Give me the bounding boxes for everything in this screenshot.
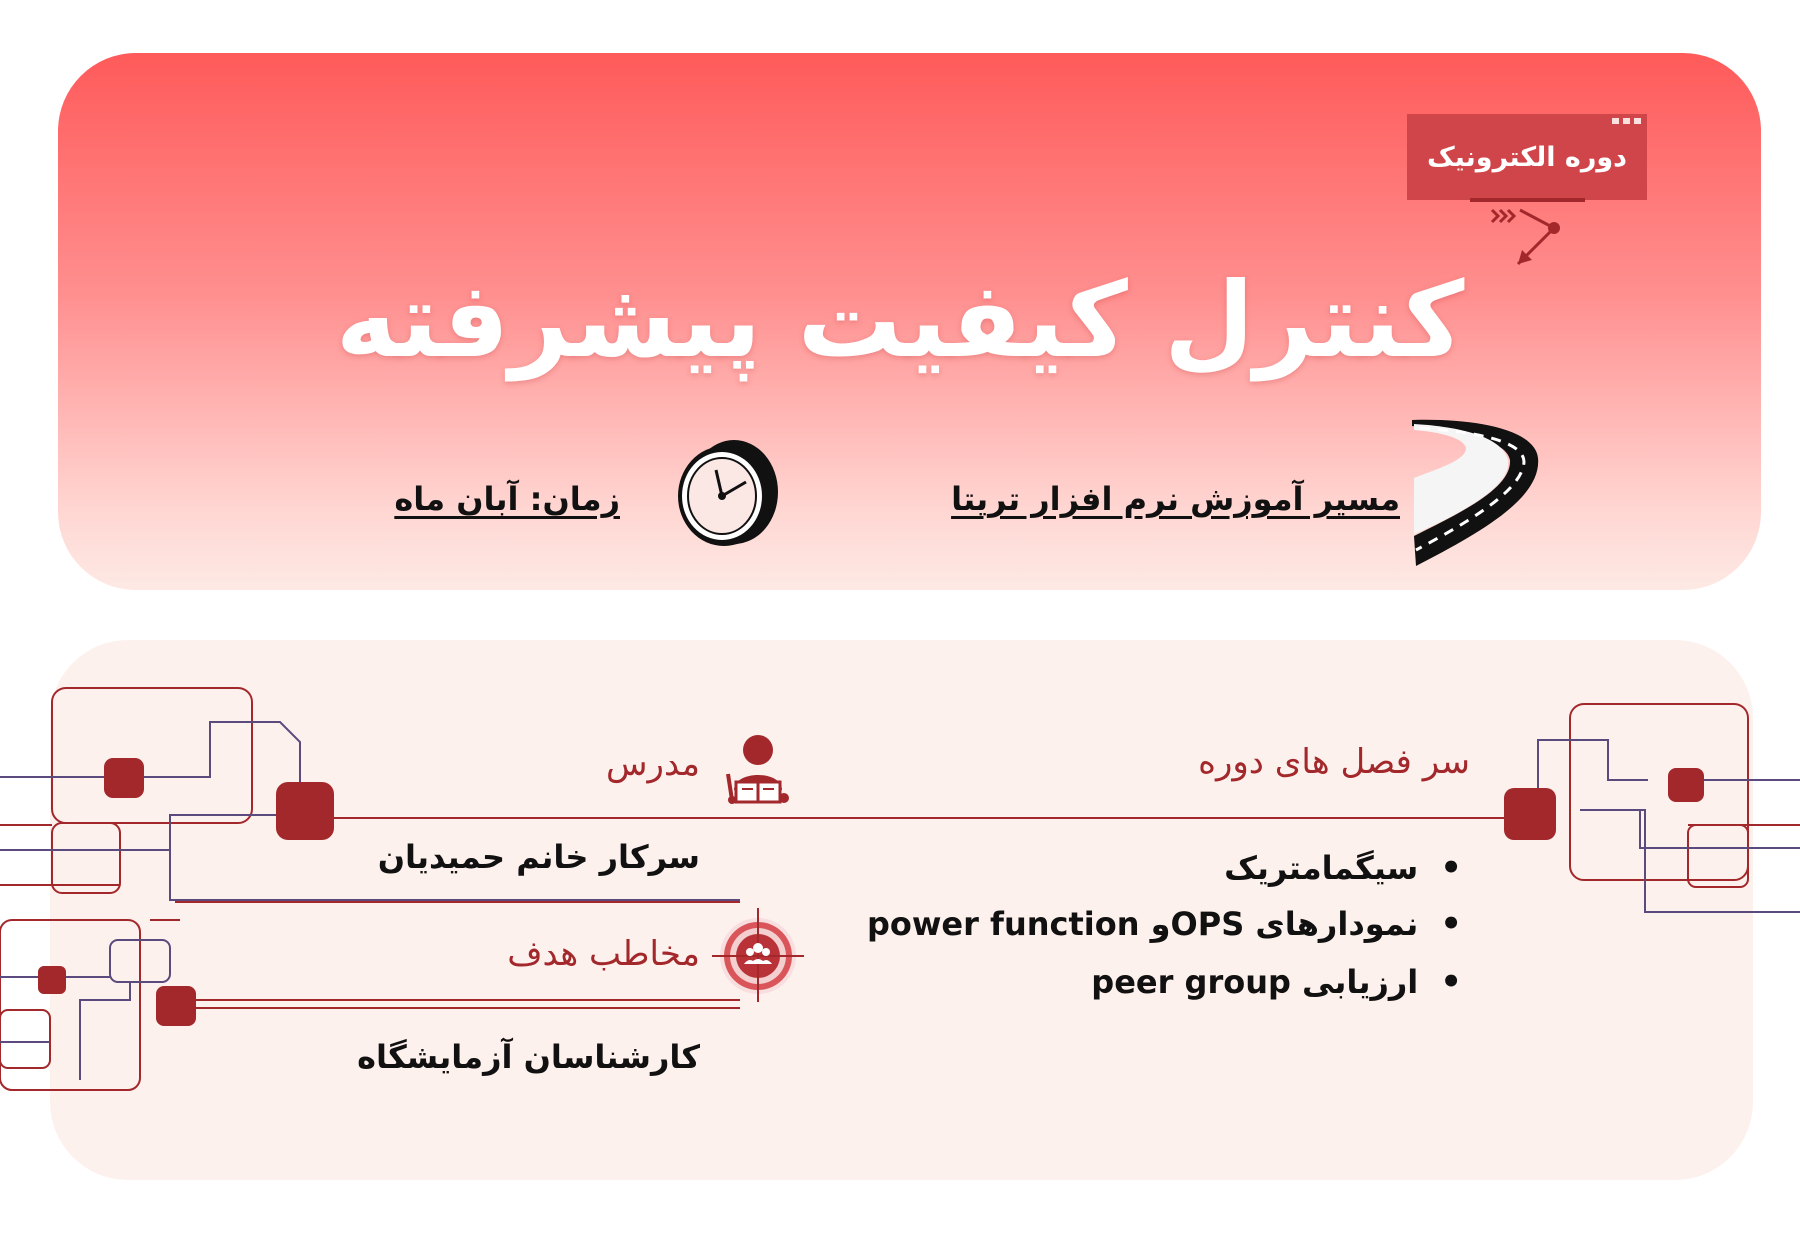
audience-title: مخاطب هدف	[507, 934, 700, 974]
audience-divider	[196, 1006, 746, 1010]
outline-item: • نمودارهای OPSو power function	[867, 904, 1462, 944]
circuit-decoration-right	[1500, 700, 1800, 920]
target-audience-icon	[712, 908, 804, 1002]
outline-item: • ارزیابی peer group	[1091, 962, 1462, 1002]
time-label: زمان: آبان ماه	[394, 480, 620, 518]
circuit-decoration-left	[0, 680, 340, 1100]
road-icon	[1410, 418, 1540, 568]
instructor-divider	[330, 816, 1530, 820]
instructor-title: مدرس	[606, 744, 700, 784]
instructor-name: سرکار خانم حمیدیان	[377, 838, 700, 876]
outline-item: • سیگمامتریک	[1224, 848, 1462, 888]
course-type-badge: دوره الکترونیک	[1407, 114, 1647, 200]
learning-path-label: مسیر آموزش نرم افزار تریتا	[951, 480, 1400, 518]
course-outline-title: سر فصل های دوره	[1198, 742, 1470, 782]
audience-value: کارشناسان آزمایشگاه	[357, 1038, 700, 1076]
clock-icon	[672, 438, 782, 550]
instructor-underline	[175, 900, 745, 904]
course-title: کنترل کیفیت پیشرفته	[335, 259, 1465, 381]
badge-dots-icon	[1612, 118, 1642, 126]
teacher-icon	[724, 734, 792, 804]
